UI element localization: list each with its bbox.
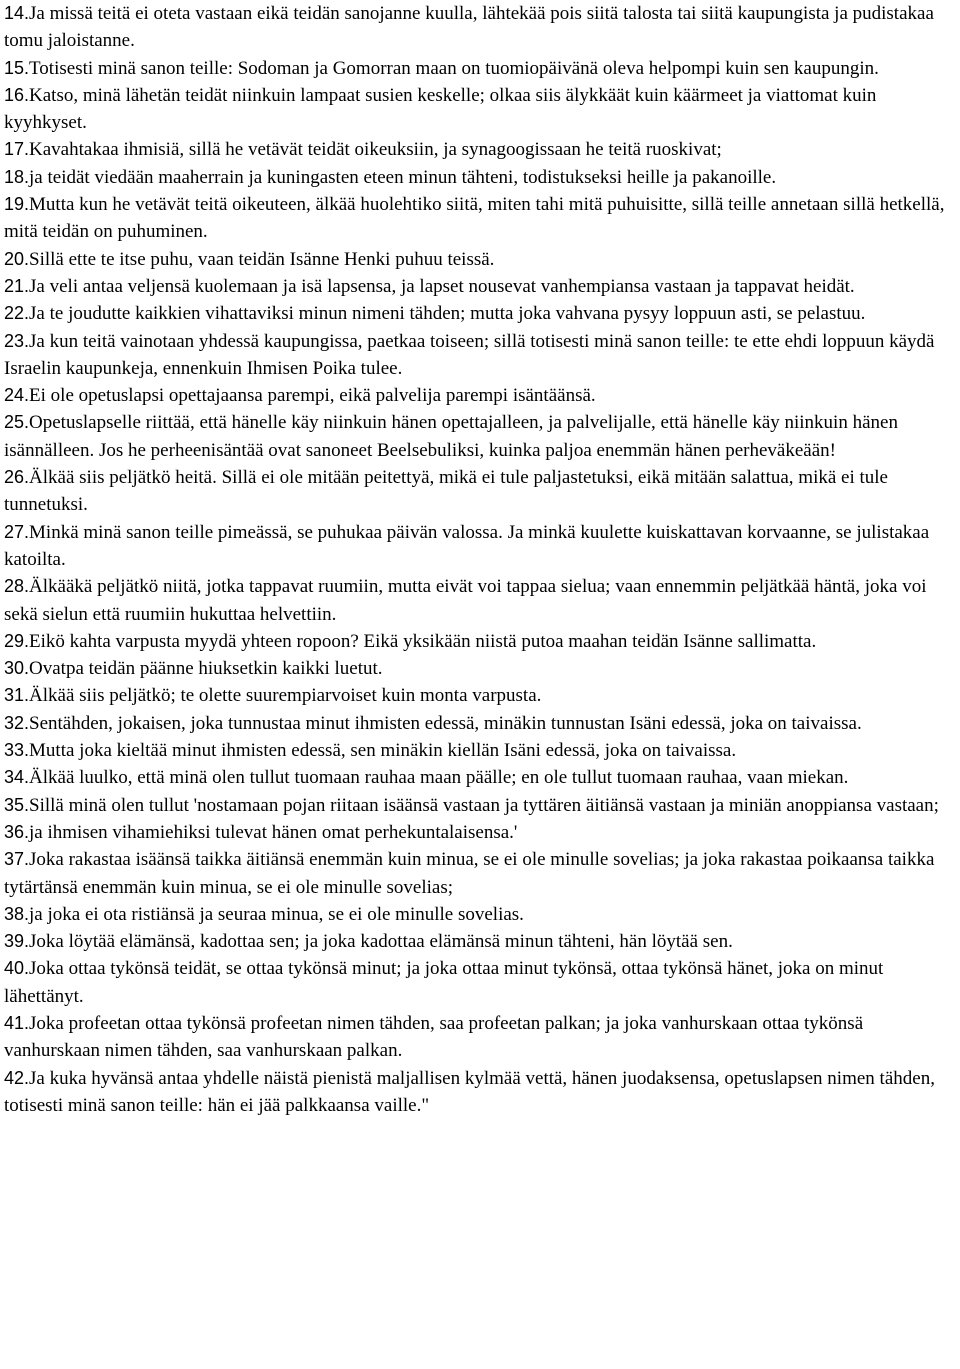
verse-paragraph xyxy=(4,464,952,519)
verse-text: Ei ole opetuslapsi opettajaansa parempi, eikä palvelija parempi isäntäänsä. xyxy=(29,385,596,407)
verse-text: Älkää siis peljätkö; te olette suurempiarvoiset kuin monta varpusta. xyxy=(29,685,542,707)
verse-paragraph xyxy=(4,764,952,791)
verse-text: Mutta kun he vetävät teitä oikeuteen, älkää huolehtiko siitä, miten tahi mitä puhuisitte, sillä teille annetaan sillä hetkellä, mitä teidän on puhuminen. xyxy=(4,194,945,243)
verse-paragraph xyxy=(4,382,952,409)
verse-number: 32. xyxy=(4,712,30,733)
verse-paragraph xyxy=(4,1065,952,1120)
verse-paragraph xyxy=(4,246,952,273)
verse-text: ja teidät viedään maaherrain ja kuningasten eteen minun tähteni, todistukseksi heille ja pakanoille. xyxy=(29,166,777,188)
verse-text: Ja missä teitä ei oteta vastaan eikä teidän sanojanne kuulla, lähtekää pois siitä talosta tai siitä kaupungista ja pudistakaa tomu jaloistanne. xyxy=(4,3,934,52)
verse-paragraph xyxy=(4,55,952,82)
verse-number: 34. xyxy=(4,767,30,788)
verse-number: 36. xyxy=(4,821,30,842)
verse-text: Joka profeetan ottaa tykönsä profeetan nimen tähden, saa profeetan palkan; ja joka vanhurskaan ottaa tykönsä vanhurskaan nimen tähden, saa vanhurskaan palkan. xyxy=(4,1012,864,1062)
verse-text: Älkää luulko, että minä olen tullut tuomaan rauhaa maan päälle; en ole tullut tuomaan rauhaa, vaan miekan. xyxy=(29,767,849,789)
verse-text: Sentähden, jokaisen, joka tunnustaa minut ihmisten edessä, minäkin tunnustan Isäni edessä, joka on taivaissa. xyxy=(29,712,862,734)
verse-paragraph xyxy=(4,737,952,764)
verse-number: 21. xyxy=(4,275,30,296)
verse-text: Ovatpa teidän päänne hiuksetkin kaikki luetut. xyxy=(29,658,383,680)
verse-paragraph xyxy=(4,901,952,928)
verse-number: 19. xyxy=(4,194,30,215)
verse-number: 28. xyxy=(4,576,30,597)
verse-text: ja joka ei ota ristiänsä ja seuraa minua, se ei ole minulle sovelias. xyxy=(29,903,524,925)
verse-number: 40. xyxy=(4,958,30,979)
verse-paragraph xyxy=(4,846,952,901)
verse-paragraph xyxy=(4,82,952,137)
verse-text: Älkää siis peljätkö heitä. Sillä ei ole mitään peitettyä, mikä ei tule paljastetuksi, eikä mitään salattua, mikä ei tule tunnetuksi. xyxy=(4,467,888,516)
verse-text: Mutta joka kieltää minut ihmisten edessä, sen minäkin kiellän Isäni edessä, joka on taivaissa. xyxy=(29,740,737,762)
verse-number: 16. xyxy=(4,84,30,105)
verse-paragraph xyxy=(4,300,952,327)
verse-text: Katso, minä lähetän teidät niinkuin lampaat susien keskelle; olkaa siis älykkäät kuin käärmeet ja viattomat kuin kyyhkyset. xyxy=(4,84,877,134)
verse-text: Ja veli antaa veljensä kuolemaan ja isä lapsensa, ja lapset nousevat vanhempiansa vastaan ja tappavat heidät. xyxy=(29,275,855,297)
verse-paragraph xyxy=(4,682,952,709)
verse-paragraph xyxy=(4,1010,952,1065)
verse-number: 31. xyxy=(4,685,30,706)
verse-text: Eikö kahta varpusta myydä yhteen ropoon? Eikä yksikään niistä putoa maahan teidän Isänne sallimatta. xyxy=(29,630,817,652)
verse-number: 14. xyxy=(4,3,30,23)
verse-paragraph xyxy=(4,519,952,574)
verse-text: Ja kuka hyvänsä antaa yhdelle näistä pienistä maljallisen kylmää vettä, hänen juodaksensa, opetuslapsen nimen tähden, totisesti minä sanon teille: hän ei jää palkkaansa vaille." xyxy=(4,1067,935,1116)
verse-number: 26. xyxy=(4,467,30,488)
verse-list xyxy=(4,0,952,1119)
verse-paragraph xyxy=(4,792,952,819)
verse-text: ja ihmisen vihamiehiksi tulevat hänen omat perhekuntalaisensa.' xyxy=(29,821,518,843)
verse-paragraph xyxy=(4,628,952,655)
verse-paragraph xyxy=(4,928,952,955)
verse-number: 37. xyxy=(4,849,30,870)
verse-text: Sillä ette te itse puhu, vaan teidän Isänne Henki puhuu teissä. xyxy=(29,248,495,270)
verse-paragraph xyxy=(4,191,952,246)
verse-paragraph xyxy=(4,819,952,846)
verse-number: 27. xyxy=(4,521,30,542)
verse-number: 41. xyxy=(4,1012,30,1033)
verse-text: Ja te joudutte kaikkien vihattaviksi minun nimeni tähden; mutta joka vahvana pysyy loppuun asti, se pelastuu. xyxy=(29,303,866,325)
verse-number: 15. xyxy=(4,57,30,78)
verse-paragraph xyxy=(4,710,952,737)
verse-text: Joka löytää elämänsä, kadottaa sen; ja joka kadottaa elämänsä minun tähteni, hän löytää sen. xyxy=(29,931,733,953)
verse-number: 23. xyxy=(4,330,30,351)
verse-paragraph xyxy=(4,955,952,1010)
verse-paragraph xyxy=(4,164,952,191)
verse-number: 29. xyxy=(4,630,30,651)
verse-paragraph xyxy=(4,573,952,628)
verse-text: Minkä minä sanon teille pimeässä, se puhukaa päivän valossa. Ja minkä kuulette kuiskattavan korvaanne, se julistakaa katoilta. xyxy=(4,521,930,570)
verse-text: Kavahtakaa ihmisiä, sillä he vetävät teidät oikeuksiin, ja synagoogissaan he teitä ruoskivat; xyxy=(29,139,722,161)
verse-number: 22. xyxy=(4,303,30,324)
verse-number: 35. xyxy=(4,794,30,815)
verse-number: 30. xyxy=(4,658,30,679)
verse-number: 38. xyxy=(4,903,30,924)
verse-number: 25. xyxy=(4,412,30,433)
verse-paragraph xyxy=(4,655,952,682)
verse-paragraph xyxy=(4,273,952,300)
verse-text: Opetuslapselle riittää, että hänelle käy niinkuin hänen opettajalleen, ja palvelijalle, että hänelle käy niinkuin hänen isännälleen. Jos he perheenisäntää ovat sanoneet Beelsebuliksi, kuinka paljoa enemmän hänen perheväkeään! xyxy=(4,412,898,461)
verse-paragraph xyxy=(4,136,952,163)
verse-text: Älkääkä peljätkö niitä, jotka tappavat ruumiin, mutta eivät voi tappaa sielua; vaan ennemmin peljätkää häntä, joka voi sekä sielun että ruumiin hukuttaa helvettiin. xyxy=(4,576,927,625)
verse-number: 24. xyxy=(4,385,30,406)
verse-text: Joka ottaa tykönsä teidät, se ottaa tykönsä minut; ja joka ottaa minut tykönsä, ottaa tykönsä hänet, joka on minut lähettänyt. xyxy=(4,958,884,1007)
verse-text: Sillä minä olen tullut 'nostamaan pojan riitaan isäänsä vastaan ja tyttären äitiänsä vastaan ja miniän anoppiansa vastaan; xyxy=(29,794,939,816)
verse-number: 20. xyxy=(4,248,30,269)
verse-number: 18. xyxy=(4,166,30,187)
verse-number: 39. xyxy=(4,931,30,952)
verse-paragraph xyxy=(4,328,952,383)
verse-text: Joka rakastaa isäänsä taikka äitiänsä enemmän kuin minua, se ei ole minulle sovelias; ja joka rakastaa poikaansa taikka tytärtänsä enemmän kuin minua, se ei ole minulle sovelias; xyxy=(4,849,935,898)
verse-paragraph xyxy=(4,0,952,55)
verse-text: Totisesti minä sanon teille: Sodoman ja Gomorran maan on tuomiopäivänä oleva helpompi kuin sen kaupungin. xyxy=(29,57,879,79)
verse-paragraph xyxy=(4,409,952,464)
verse-number: 42. xyxy=(4,1067,30,1088)
verse-number: 33. xyxy=(4,740,30,761)
verse-number: 17. xyxy=(4,139,30,160)
verse-text: Ja kun teitä vainotaan yhdessä kaupungissa, paetkaa toiseen; sillä totisesti minä sanon teille: te ette ehdi loppuun käydä Israelin kaupunkeja, ennenkuin Ihmisen Poika tulee. xyxy=(4,330,935,379)
